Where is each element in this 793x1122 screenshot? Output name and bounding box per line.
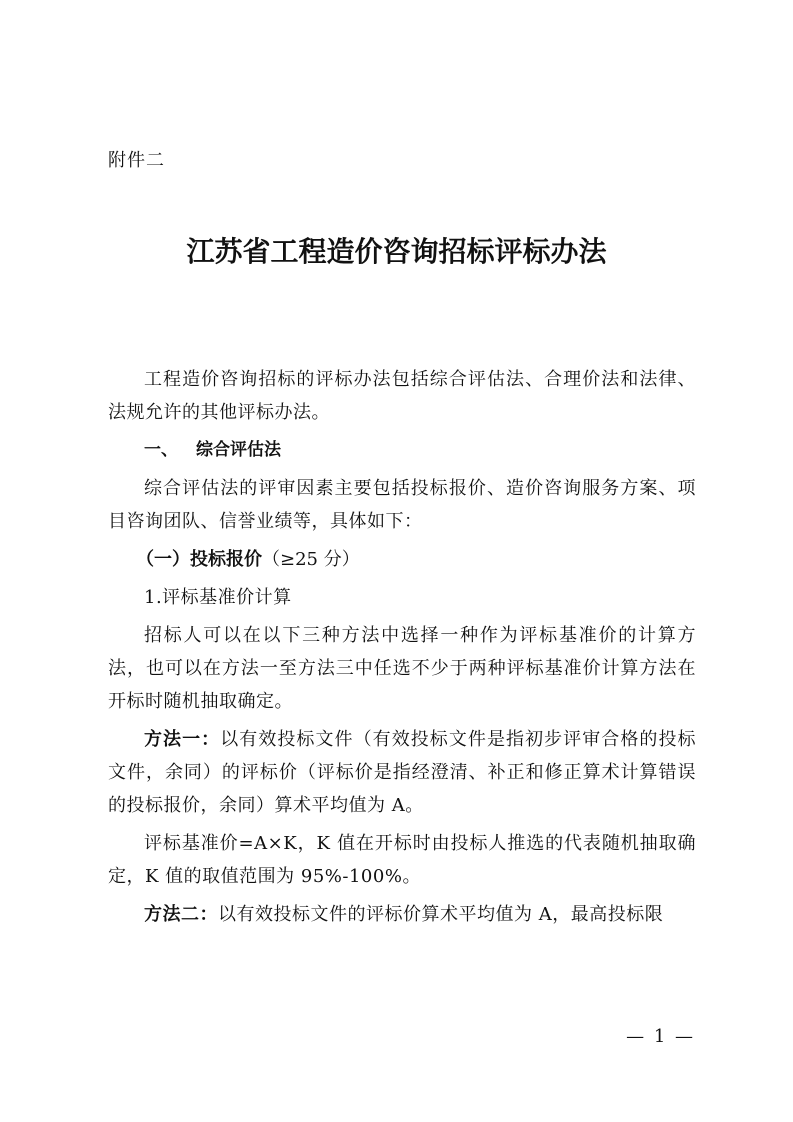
document-body [108, 363, 696, 931]
method2-paragraph [108, 898, 696, 931]
subsection-label: （一）投标报价 [136, 549, 262, 570]
method1-paragraph [108, 723, 696, 822]
section-heading [108, 434, 696, 467]
subsection-heading [108, 543, 696, 576]
intro-paragraph: 工程造价咨询招标的评标办法包括综合评估法、合理价法和法律、法规允许的其他评标办法。 [108, 369, 696, 423]
item-paragraph: 招标人可以在以下三种方法中选择一种作为评标基准价的计算方法，也可以在方法一至方法三中任选不少于两种评标基准价计算方法在开标时随机抽取确定。 [108, 625, 696, 712]
attachment-label: 附件二 [108, 150, 165, 171]
section-intro-paragraph: 综合评估法的评审因素主要包括投标报价、造价咨询服务方案、项目咨询团队、信誉业绩等，具体如下： [108, 478, 696, 532]
subsection-note: （≥25 分） [262, 549, 360, 570]
method1-label: 方法一： [144, 729, 221, 750]
method1-formula: 评标基准价=A×K，K 值在开标时由投标人推选的代表随机抽取确定，K 值的取值范围为 95%-100%。 [108, 833, 696, 887]
page-number: — 1 — [626, 1026, 695, 1047]
section-number: 一、 [144, 440, 178, 460]
section-title: 综合评估法 [196, 440, 281, 460]
method2-label: 方法二： [144, 904, 218, 925]
method2-text: 以有效投标文件的评标价算术平均值为 A，最高投标限 [218, 904, 664, 925]
method1-text: 以有效投标文件（有效投标文件是指初步评审合格的投标文件，余同）的评标价（评标价是指经澄清、补正和修正算术计算错误的投标报价，余同）算术平均值为 A。 [108, 729, 697, 816]
document-title: 江苏省工程造价咨询招标评标办法 [186, 235, 607, 268]
item-heading: 1.评标基准价计算 [144, 587, 292, 608]
